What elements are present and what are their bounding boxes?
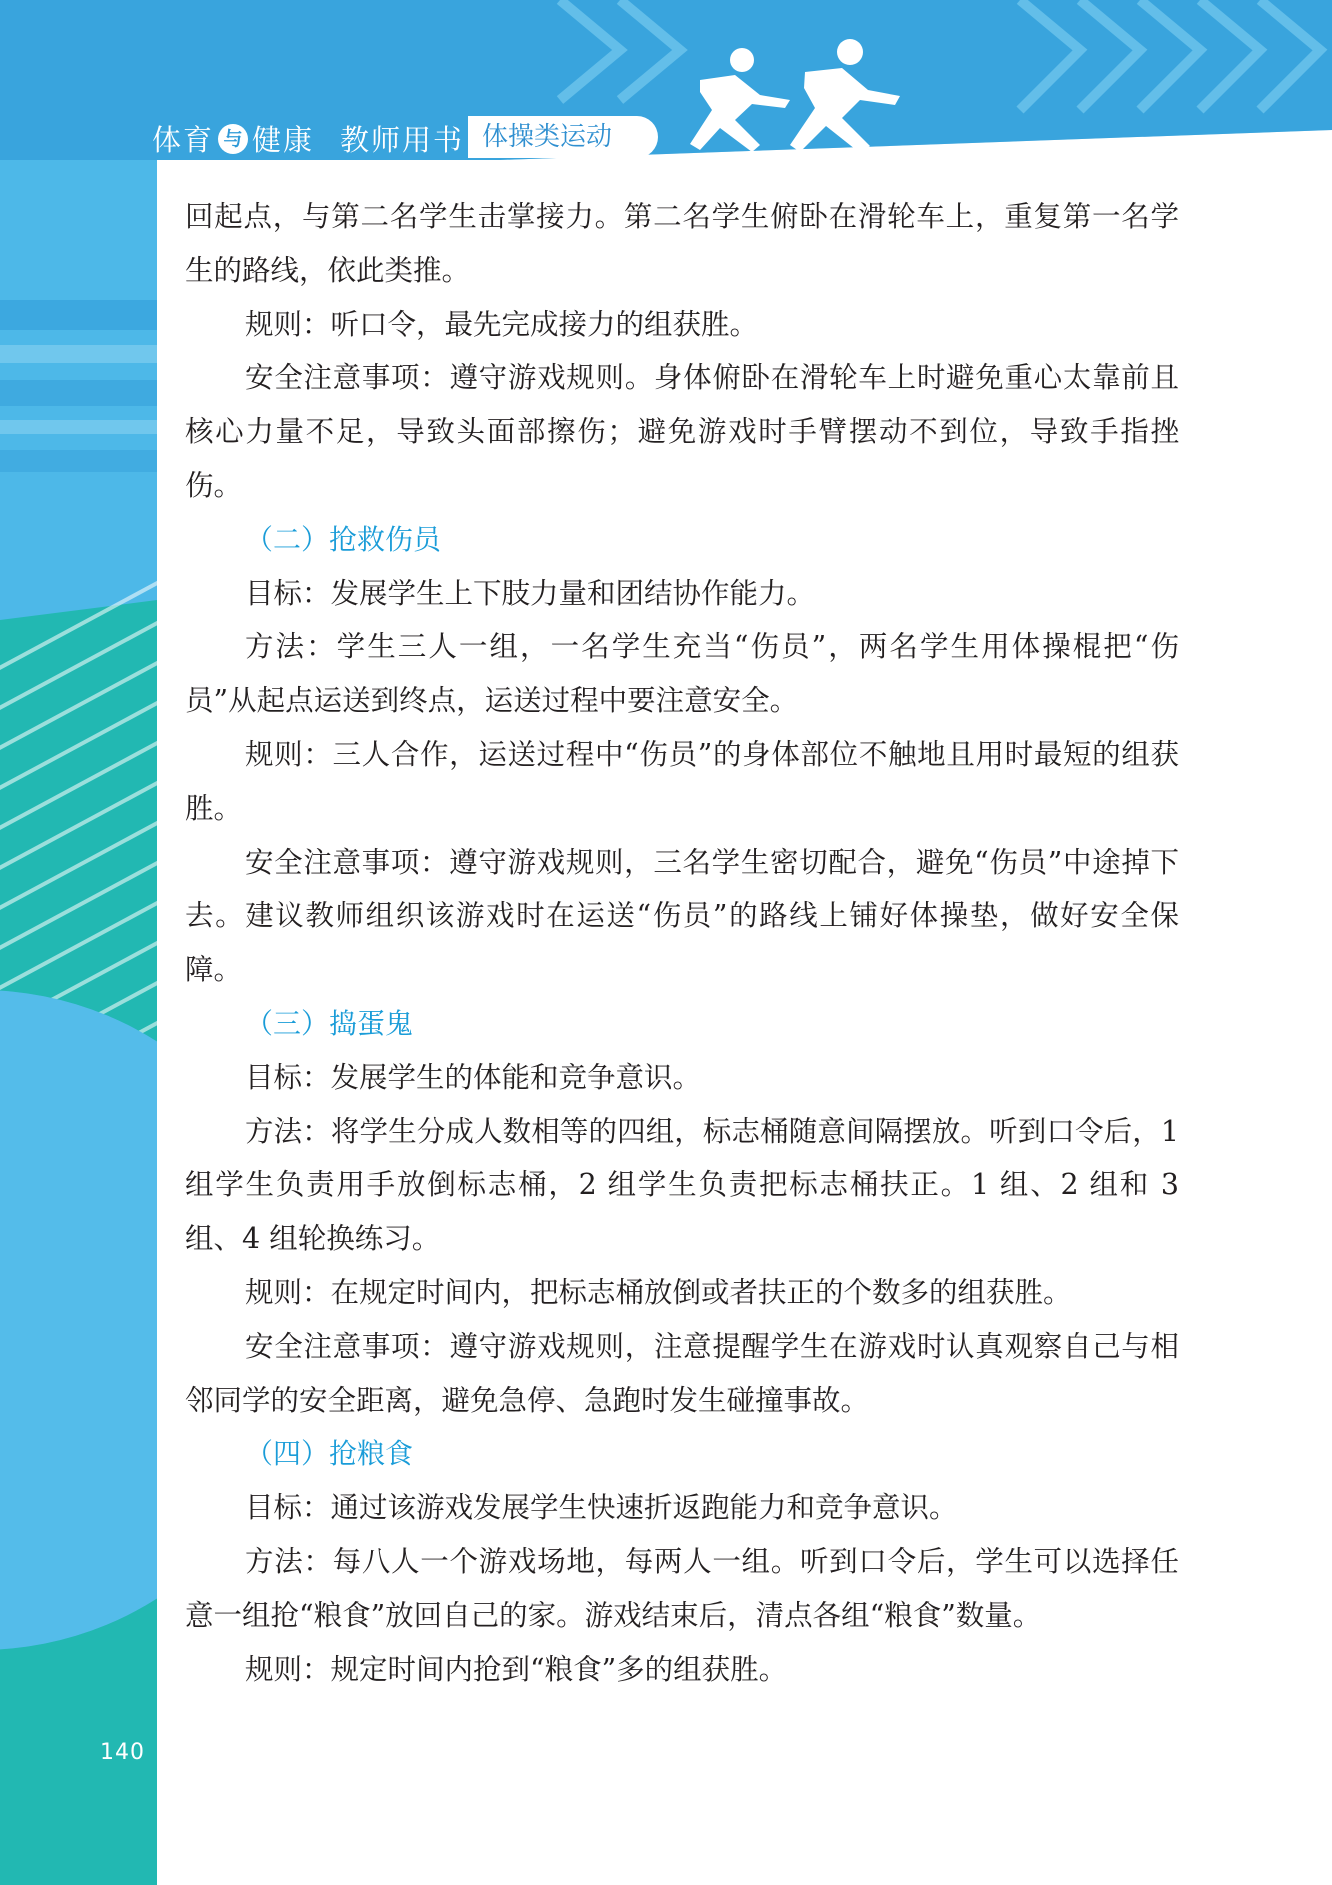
page-number: 140 <box>100 1740 145 1765</box>
paragraph: 安全注意事项：遵守游戏规则，注意提醒学生在游戏时认真观察自己与相邻同学的安全距离，避免急停、急跑时发生碰撞事故。 <box>185 1329 1179 1417</box>
page-content <box>185 190 1179 1696</box>
paragraph: 目标：发展学生的体能和竞争意识。 <box>245 1060 702 1094</box>
paragraph: 规则：规定时间内抢到“粮食”多的组获胜。 <box>245 1652 788 1686</box>
book-title <box>152 118 464 159</box>
book-title-part3: 教师用书 <box>340 123 465 157</box>
paragraph: 方法：每八人一个游戏场地，每两人一组。听到口令后，学生可以选择任意一组抢“粮食”放回自己的家。游戏结束后，清点各组“粮食”数量。 <box>185 1544 1179 1632</box>
paragraph: 安全注意事项：遵守游戏规则，三名学生密切配合，避免“伤员”中途掉下去。建议教师组织该游戏时在运送“伤员”的路线上铺好体操垫，做好安全保障。 <box>185 845 1179 987</box>
paragraph: 规则：听口令，最先完成接力的组获胜。 <box>245 307 759 341</box>
paragraph: 安全注意事项：遵守游戏规则。身体俯卧在滑轮车上时避免重心太靠前且核心力量不足，导致头面部擦伤；避免游戏时手臂摆动不到位，导致手指挫伤。 <box>185 361 1179 502</box>
paragraph: 回起点，与第二名学生击掌接力。第二名学生俯卧在滑轮车上，重复第一名学生的路线，依此类推。 <box>185 200 1179 287</box>
book-title-connector: 与 <box>218 124 248 154</box>
header-background <box>0 0 1332 190</box>
section-heading: （三）捣蛋鬼 <box>245 1006 414 1040</box>
paragraph: 规则：三人合作，运送过程中“伤员”的身体部位不触地且用时最短的组获胜。 <box>185 737 1179 825</box>
section-tag: 体操类运动 <box>468 116 658 158</box>
header-banner <box>0 0 1332 190</box>
book-title-part2: 健康 <box>252 123 315 157</box>
paragraph: 目标：通过该游戏发展学生快速折返跑能力和竞争意识。 <box>245 1491 958 1525</box>
section-heading: （四）抢粮食 <box>245 1437 414 1471</box>
paragraph: 方法：学生三人一组，一名学生充当“伤员”，两名学生用体操棍把“伤员”从起点运送到终点，运送过程中要注意安全。 <box>185 630 1179 718</box>
left-decorative-band <box>0 0 157 1885</box>
book-title-part1: 体育 <box>152 123 215 157</box>
paragraph: 方法：将学生分成人数相等的四组，标志桶随意间隔摆放。听到口令后，1 组学生负责用手放倒标志桶，2 组学生负责把标志桶扶正。1 组、2 组和 3 组、4 组轮换练习。 <box>185 1114 1179 1256</box>
section-heading: （二）抢救伤员 <box>245 522 442 556</box>
paragraph: 目标：发展学生上下肢力量和团结协作能力。 <box>245 576 816 610</box>
paragraph: 规则：在规定时间内，把标志桶放倒或者扶正的个数多的组获胜。 <box>245 1275 1072 1309</box>
